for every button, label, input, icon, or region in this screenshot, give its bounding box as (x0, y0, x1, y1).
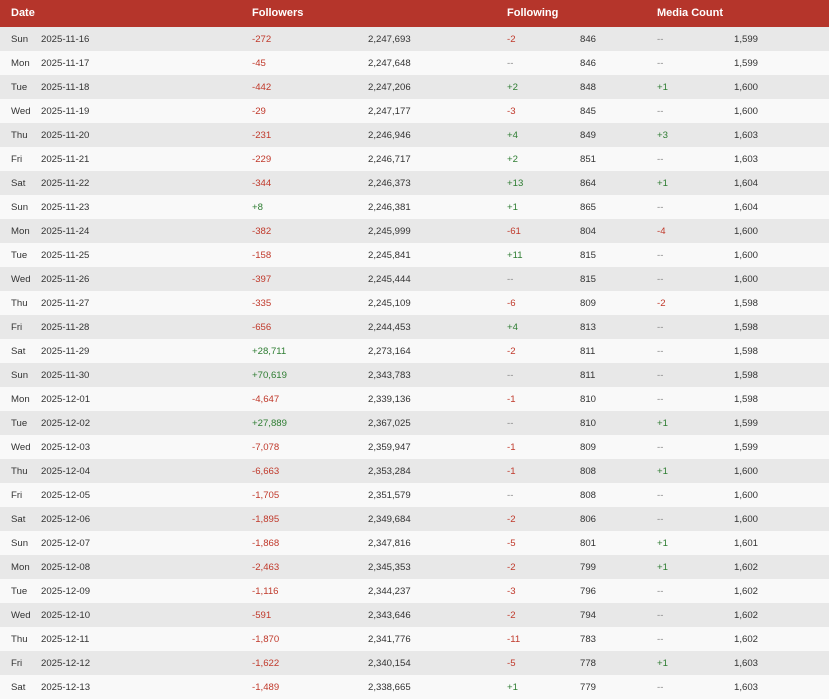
row-date: 2025-11-18 (41, 82, 90, 93)
followers-change: -7,078 (252, 442, 280, 453)
followers-count: 2,247,693 (368, 34, 411, 45)
row-date: 2025-11-28 (41, 322, 90, 333)
following-change: -- (507, 58, 514, 69)
following-change: -- (507, 490, 514, 501)
media-count: 1,602 (734, 586, 759, 597)
followers-count: 2,351,579 (368, 490, 411, 501)
row-day: Sat (11, 514, 26, 525)
media-count: 1,603 (734, 682, 759, 693)
following-count: 813 (580, 322, 597, 333)
row-day: Tue (11, 586, 28, 597)
following-count: 796 (580, 586, 597, 597)
media-change: -- (657, 682, 664, 693)
row-day: Mon (11, 562, 30, 573)
following-change: -2 (507, 610, 516, 621)
followers-count: 2,339,136 (368, 394, 411, 405)
following-count: 811 (580, 346, 596, 357)
row-day: Mon (11, 394, 30, 405)
row-day: Thu (11, 634, 28, 645)
followers-count: 2,247,177 (368, 106, 411, 117)
media-change: -- (657, 490, 664, 501)
followers-count: 2,245,109 (368, 298, 411, 309)
following-change: -- (507, 418, 514, 429)
media-count: 1,598 (734, 394, 759, 405)
table-row (0, 147, 829, 171)
followers-change: -656 (252, 322, 272, 333)
media-change: -2 (657, 298, 666, 309)
followers-change: -29 (252, 106, 266, 117)
row-date: 2025-12-12 (41, 658, 91, 669)
media-change: -- (657, 322, 664, 333)
table-row (0, 243, 829, 267)
followers-change: -1,705 (252, 490, 280, 501)
following-count: 778 (580, 658, 597, 669)
media-count: 1,598 (734, 370, 759, 381)
following-count: 851 (580, 154, 597, 165)
row-day: Wed (11, 610, 31, 621)
media-count: 1,603 (734, 154, 759, 165)
row-day: Tue (11, 82, 28, 93)
following-count: 815 (580, 274, 597, 285)
row-day: Sat (11, 346, 26, 357)
following-change: +13 (507, 178, 524, 189)
media-count: 1,598 (734, 346, 759, 357)
table-row (0, 339, 829, 363)
followers-change: -1,868 (252, 538, 280, 549)
media-count: 1,602 (734, 610, 759, 621)
row-day: Mon (11, 58, 30, 69)
row-day: Sat (11, 682, 26, 693)
followers-count: 2,245,444 (368, 274, 411, 285)
row-day: Thu (11, 130, 28, 141)
following-count: 804 (580, 226, 597, 237)
following-change: +2 (507, 154, 518, 165)
followers-count: 2,343,646 (368, 610, 411, 621)
row-day: Tue (11, 250, 28, 261)
followers-change: -2,463 (252, 562, 280, 573)
media-count: 1,599 (734, 58, 759, 69)
table-row (0, 219, 829, 243)
table-row (0, 291, 829, 315)
row-date: 2025-11-30 (41, 370, 90, 381)
media-change: -- (657, 202, 664, 213)
media-count: 1,604 (734, 178, 759, 189)
row-day: Thu (11, 466, 28, 477)
following-change: -2 (507, 562, 516, 573)
media-count: 1,602 (734, 634, 759, 645)
row-date: 2025-12-02 (41, 418, 91, 429)
media-count: 1,600 (734, 250, 759, 261)
row-date: 2025-11-23 (41, 202, 90, 213)
following-change: +1 (507, 682, 518, 693)
followers-change: -1,489 (252, 682, 280, 693)
media-count: 1,604 (734, 202, 759, 213)
following-change: -1 (507, 466, 516, 477)
following-count: 810 (580, 418, 597, 429)
row-date: 2025-11-24 (41, 226, 90, 237)
table-row (0, 675, 829, 699)
media-change: -- (657, 394, 664, 405)
table-row (0, 603, 829, 627)
table-row (0, 579, 829, 603)
media-change: -- (657, 250, 664, 261)
row-date: 2025-12-01 (41, 394, 91, 405)
media-change: +1 (657, 178, 668, 189)
row-date: 2025-11-20 (41, 130, 90, 141)
row-date: 2025-12-05 (41, 490, 91, 501)
following-change: -1 (507, 442, 516, 453)
table-row (0, 435, 829, 459)
following-count: 779 (580, 682, 597, 693)
followers-count: 2,244,453 (368, 322, 411, 333)
followers-change: -1,895 (252, 514, 280, 525)
followers-count: 2,246,717 (368, 154, 411, 165)
followers-change: -1,870 (252, 634, 280, 645)
media-count: 1,603 (734, 130, 759, 141)
media-change: -- (657, 106, 664, 117)
following-count: 846 (580, 58, 597, 69)
table-row (0, 531, 829, 555)
followers-count: 2,273,164 (368, 346, 411, 357)
following-change: +4 (507, 130, 518, 141)
media-count: 1,599 (734, 418, 759, 429)
media-count: 1,599 (734, 442, 759, 453)
following-count: 799 (580, 562, 597, 573)
row-day: Mon (11, 226, 30, 237)
media-count: 1,600 (734, 466, 759, 477)
following-count: 809 (580, 442, 597, 453)
followers-count: 2,340,154 (368, 658, 411, 669)
row-date: 2025-12-04 (41, 466, 91, 477)
following-change: -3 (507, 106, 516, 117)
followers-change: -231 (252, 130, 272, 141)
followers-change: -1,116 (252, 586, 279, 597)
followers-count: 2,353,284 (368, 466, 411, 477)
followers-change: -591 (252, 610, 272, 621)
followers-change: -4,647 (252, 394, 280, 405)
following-count: 808 (580, 466, 597, 477)
media-change: -- (657, 610, 664, 621)
row-date: 2025-12-13 (41, 682, 91, 693)
following-change: -61 (507, 226, 521, 237)
row-date: 2025-11-29 (41, 346, 90, 357)
row-date: 2025-12-08 (41, 562, 91, 573)
following-change: -2 (507, 346, 516, 357)
table-row (0, 651, 829, 675)
row-date: 2025-12-10 (41, 610, 91, 621)
followers-count: 2,246,373 (368, 178, 411, 189)
row-date: 2025-11-21 (41, 154, 90, 165)
row-day: Fri (11, 658, 23, 669)
followers-change: -272 (252, 34, 272, 45)
row-day: Sat (11, 178, 26, 189)
media-change: +1 (657, 82, 668, 93)
header-followers: Followers (252, 7, 304, 19)
media-change: -- (657, 274, 664, 285)
table-header (0, 0, 829, 27)
header-following: Following (507, 7, 559, 19)
row-date: 2025-11-16 (41, 34, 90, 45)
following-change: -2 (507, 34, 516, 45)
following-count: 783 (580, 634, 597, 645)
followers-change: -6,663 (252, 466, 280, 477)
row-date: 2025-12-06 (41, 514, 91, 525)
row-day: Tue (11, 418, 28, 429)
row-date: 2025-11-17 (41, 58, 90, 69)
media-change: -- (657, 346, 664, 357)
media-count: 1,602 (734, 562, 759, 573)
followers-change: -344 (252, 178, 272, 189)
media-count: 1,600 (734, 226, 759, 237)
following-change: -- (507, 370, 514, 381)
header-media-count: Media Count (657, 7, 723, 19)
following-change: +2 (507, 82, 518, 93)
media-count: 1,598 (734, 322, 759, 333)
row-date: 2025-12-03 (41, 442, 91, 453)
table-row (0, 27, 829, 51)
table-row (0, 387, 829, 411)
media-count: 1,600 (734, 274, 759, 285)
following-count: 848 (580, 82, 597, 93)
followers-change: -442 (252, 82, 272, 93)
row-day: Wed (11, 442, 31, 453)
media-count: 1,601 (734, 538, 759, 549)
row-day: Wed (11, 274, 31, 285)
following-change: -- (507, 274, 514, 285)
row-date: 2025-11-27 (41, 298, 90, 309)
following-count: 845 (580, 106, 597, 117)
following-count: 806 (580, 514, 597, 525)
row-date: 2025-12-09 (41, 586, 91, 597)
header-date: Date (11, 7, 35, 19)
followers-count: 2,338,665 (368, 682, 411, 693)
table-row (0, 315, 829, 339)
following-change: -6 (507, 298, 516, 309)
following-change: -5 (507, 538, 516, 549)
following-count: 809 (580, 298, 597, 309)
row-date: 2025-11-19 (41, 106, 90, 117)
followers-count: 2,245,841 (368, 250, 411, 261)
following-change: +11 (507, 250, 523, 261)
followers-count: 2,246,946 (368, 130, 411, 141)
followers-count: 2,367,025 (368, 418, 411, 429)
table-row (0, 459, 829, 483)
table-row (0, 555, 829, 579)
followers-count: 2,246,381 (368, 202, 411, 213)
row-day: Thu (11, 298, 28, 309)
media-change: +3 (657, 130, 668, 141)
followers-count: 2,247,206 (368, 82, 411, 93)
followers-change: -382 (252, 226, 272, 237)
following-count: 794 (580, 610, 597, 621)
row-day: Sun (11, 370, 29, 381)
followers-count: 2,343,783 (368, 370, 411, 381)
following-count: 865 (580, 202, 597, 213)
following-count: 811 (580, 370, 596, 381)
followers-count: 2,341,776 (368, 634, 411, 645)
following-change: +1 (507, 202, 518, 213)
media-change: -- (657, 34, 664, 45)
followers-change: +28,711 (252, 346, 287, 357)
media-count: 1,600 (734, 106, 759, 117)
row-date: 2025-12-07 (41, 538, 91, 549)
followers-count: 2,347,816 (368, 538, 411, 549)
row-date: 2025-11-25 (41, 250, 90, 261)
media-change: -- (657, 442, 664, 453)
media-change: -- (657, 514, 664, 525)
followers-change: +70,619 (252, 370, 287, 381)
followers-count: 2,359,947 (368, 442, 411, 453)
followers-change: +27,889 (252, 418, 287, 429)
table-row (0, 171, 829, 195)
row-day: Fri (11, 154, 23, 165)
followers-count: 2,247,648 (368, 58, 411, 69)
media-count: 1,600 (734, 490, 759, 501)
media-count: 1,600 (734, 514, 759, 525)
following-change: -5 (507, 658, 516, 669)
table-row (0, 267, 829, 291)
table-row (0, 483, 829, 507)
media-change: -- (657, 370, 664, 381)
row-day: Sun (11, 538, 29, 549)
media-change: +1 (657, 562, 668, 573)
media-change: -- (657, 58, 664, 69)
following-change: -3 (507, 586, 516, 597)
following-change: -11 (507, 634, 521, 645)
media-count: 1,598 (734, 298, 759, 309)
table-row (0, 123, 829, 147)
media-count: 1,603 (734, 658, 759, 669)
row-day: Fri (11, 322, 23, 333)
media-change: -- (657, 154, 664, 165)
following-count: 846 (580, 34, 597, 45)
followers-change: +8 (252, 202, 263, 213)
following-count: 849 (580, 130, 597, 141)
table-row (0, 411, 829, 435)
followers-count: 2,349,684 (368, 514, 411, 525)
media-change: +1 (657, 538, 668, 549)
following-count: 815 (580, 250, 597, 261)
media-change: +1 (657, 466, 668, 477)
followers-count: 2,344,237 (368, 586, 411, 597)
row-day: Sun (11, 34, 29, 45)
followers-change: -229 (252, 154, 272, 165)
row-day: Wed (11, 106, 31, 117)
table-row (0, 51, 829, 75)
media-change: -- (657, 634, 664, 645)
table-row (0, 363, 829, 387)
followers-change: -45 (252, 58, 266, 69)
media-change: +1 (657, 658, 668, 669)
following-count: 808 (580, 490, 597, 501)
table-row (0, 627, 829, 651)
following-change: -2 (507, 514, 516, 525)
table-row (0, 507, 829, 531)
row-day: Fri (11, 490, 23, 501)
media-change: +1 (657, 418, 668, 429)
followers-count: 2,245,999 (368, 226, 411, 237)
row-date: 2025-11-22 (41, 178, 90, 189)
table-body (0, 27, 829, 699)
media-count: 1,599 (734, 34, 759, 45)
followers-change: -397 (252, 274, 272, 285)
table-row (0, 195, 829, 219)
media-count: 1,600 (734, 82, 759, 93)
followers-count: 2,345,353 (368, 562, 411, 573)
following-count: 864 (580, 178, 597, 189)
row-day: Sun (11, 202, 29, 213)
following-count: 801 (580, 538, 597, 549)
row-date: 2025-11-26 (41, 274, 90, 285)
media-change: -4 (657, 226, 666, 237)
followers-change: -335 (252, 298, 272, 309)
following-change: -1 (507, 394, 516, 405)
followers-change: -158 (252, 250, 272, 261)
media-change: -- (657, 586, 664, 597)
table-row (0, 75, 829, 99)
following-count: 810 (580, 394, 597, 405)
following-change: +4 (507, 322, 518, 333)
row-date: 2025-12-11 (41, 634, 90, 645)
table-row (0, 99, 829, 123)
followers-change: -1,622 (252, 658, 280, 669)
